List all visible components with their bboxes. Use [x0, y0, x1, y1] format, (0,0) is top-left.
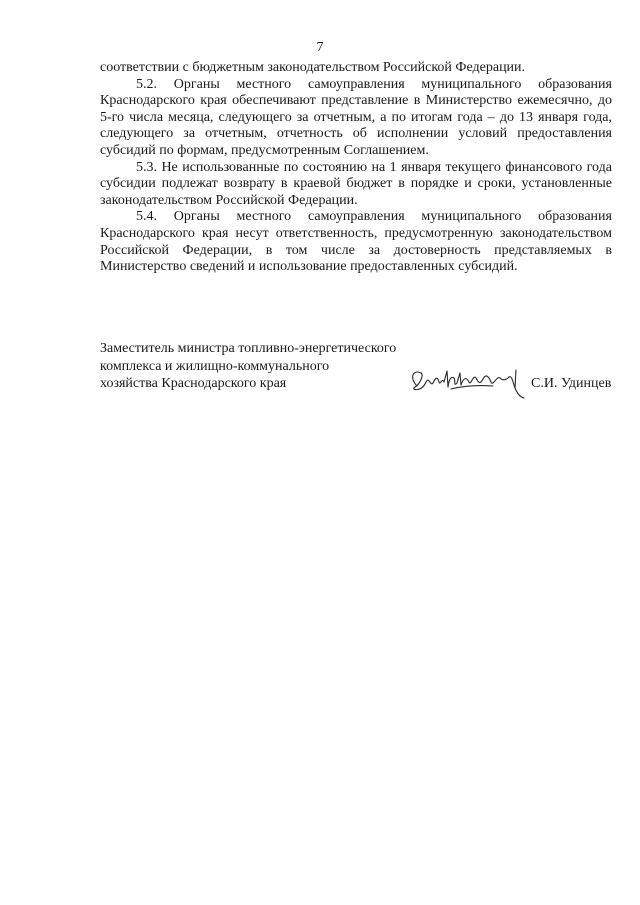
handwritten-signature-icon: [403, 356, 531, 404]
paragraph-continuation: соответствии с бюджетным законодательством Российской Федерации.: [100, 60, 526, 75]
signer-title-line-1: Заместитель министра топливно-энергетического: [100, 341, 397, 356]
signer-name: С.И. Удинцев: [531, 376, 612, 391]
paragraph-5-2: 5.2. Органы местного самоуправления муниципального образования Краснодарского края обеспечивают представление в Министерство ежемесячно, до 5-го числа месяца, следующего за отчетным, а по итогам года – до 13 января года, следующего за отчетным, отчетность об исполнении условий предоставления субсидий по формам, предусмотренным Соглашением.: [100, 76, 612, 158]
signer-title-line-3: хозяйства Краснодарского края: [100, 376, 287, 391]
page-number: 7: [316, 40, 324, 55]
signature-block: [100, 340, 612, 393]
signer-title-line-2: комплекса и жилищно-коммунального: [100, 358, 330, 374]
paragraph-5-3: 5.3. Не использованные по состоянию на 1 января текущего финансового года субсидии подлежат возврату в краевой бюджет в порядке и сроки, установленные законодательством Российской Федерации.: [100, 159, 612, 208]
paragraph-5-4: 5.4. Органы местного самоуправления муниципального образования Краснодарского края несут ответственность, предусмотренную законодательством Российской Федерации, в том числе за достоверность представляемых в Министерство сведений и использование предоставленных субсидий.: [100, 209, 612, 275]
document-body: [100, 60, 612, 276]
